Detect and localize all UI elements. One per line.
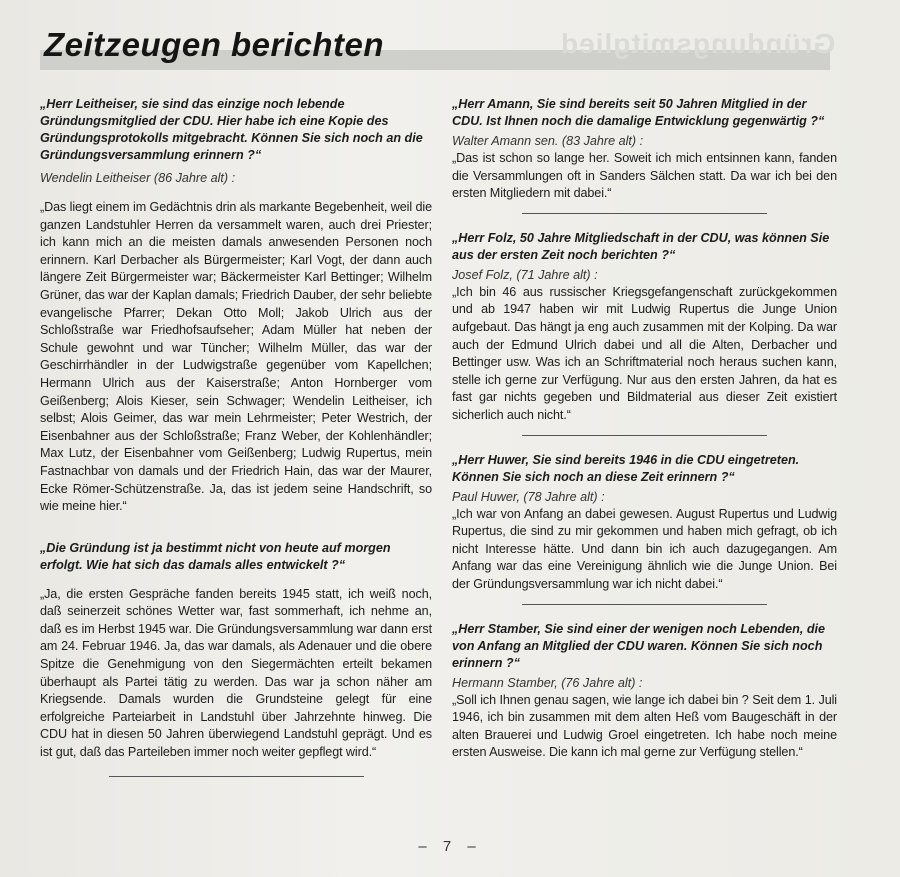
question-2: „Die Gründung ist ja bestimmt nicht von heute auf morgen erfolgt. Wie hat sich das damals alles entwickelt ?“	[40, 540, 391, 572]
question: „Herr Amann, Sie sind bereits seit 50 Jahren Mitglied in der CDU. Ist Ihnen noch die damalige Entwicklung gegenwärtig ?“	[452, 97, 825, 128]
divider	[522, 435, 767, 436]
interview-block	[452, 621, 837, 762]
right-column	[452, 96, 837, 772]
answer: „Das ist schon so lange her. Soweit ich mich entsinnen kann, fanden die Versammlungen oft in Sanders Sälchen statt. Da war ich bei den ersten Mitgliedern mit dabei.“	[452, 151, 837, 201]
answer-1: „Das liegt einem im Gedächtnis drin als markante Begebenheit, weil die ganzen Landstuhler Herren da versammelt waren, auch drei Priester; ich kann mich an die meisten damals anwesenden Personen noch erinnern. Karl Derbacher als Bürgermeister; Karl Vogt, der dann auch längere Zeit Bürgermeister war; Bäckermeister Karl Bettinger; Wilhelm Grüner, das war der Kaplan damals; Friedrich Dauber, der sehr beliebte evangelische Pfarrer; Dekan Otto Moll; Jakob Ulrich aus der Schloßstraße war Friedhofsaufseher; Adam Müller hat neben der Schule gewohnt und war Tüncher; Wilhelm Müller, das war der Geschirrhändler in der Ludwigstraße gegenüber vom Kapellchen; Hermann Ulrich aus der Kaiserstraße; Anton Hornberger vom Geißenberg; Alois Kieser, sein Schwager; Wendelin Leitheiser, ich selbst; Alois Geimer, das war mein Lehrmeister; Peter Westrich, der Eisenbahner aus der Schloßstraße; Franz Weber, der Kohlenhändler; Max Lutz, der Eisenbahner vom Geißenberg; Ludwig Rupertus, mein Fastnachbar von damals und der Friedrich Hain, das war der Maurer, Ecke Römer-Schützenstraße. Ja, das ist jedem seine Handschrift, so wie meine hier.“	[40, 200, 433, 514]
interview-block	[452, 452, 837, 605]
page-number: – 7 –	[418, 838, 482, 855]
interview-block	[452, 96, 837, 214]
question-1: „Herr Leitheiser, sie sind das einzige noch lebende Gründungsmitglied der CDU. Hier habe ich eine Kopie des Gründungsprotokolls mitgebracht. Können Sie sich noch an die Gründungsversammlung erinnern ?“	[40, 97, 423, 162]
speaker: Hermann Stamber, (76 Jahre alt) :	[452, 675, 643, 690]
divider	[109, 776, 364, 777]
divider	[522, 213, 767, 214]
answer: „Ich war von Anfang an dabei gewesen. August Rupertus und Ludwig Rupertus, die sind zu mir gekommen und haben mich gefragt, ob ich nicht Interesse hätte. Und dann bin ich auch dazugegangen. Am Anfang war das eine Vereinigung ähnlich wie die Junge Union. Bei der Gründungsversammlung war ich nicht dabei.“	[452, 506, 837, 591]
speaker: Josef Folz, (71 Jahre alt) :	[452, 267, 598, 282]
answer: „Soll ich Ihnen genau sagen, wie lange ich dabei bin ? Seit dem 1. Juli 1946, ich bin zusammen mit dem alten Heß vom Baugeschäft in der alten Brauerei und Ludwig Groel eingetreten. Ich habe noch meine ersten Ausweise. Die kann ich mal gerne zur Verfügung stellen.“	[452, 692, 837, 760]
question: „Herr Folz, 50 Jahre Mitgliedschaft in der CDU, was können Sie aus der ersten Zeit noch berichten ?“	[452, 230, 830, 262]
divider	[522, 604, 767, 605]
speaker: Paul Huwer, (78 Jahre alt) :	[452, 489, 605, 504]
left-column	[40, 96, 432, 777]
answer-2: „Ja, die ersten Gespräche fanden bereits 1945 statt, ich weiß noch, daß seinerzeit schönes Wetter war, fast sommerhaft, ich nehme an, daß es im Herbst 1945 war. Die Gründungsversammlung war dann erst am 24. Februar 1946. Ja, das war damals, als Adenauer und die obere Spitze die Genehmigung von den Siegermächten erteilt bekamen überhaupt als Partei tätig zu werden. Das war ja schon näher am Kriegsende. Damals wurden die Grundsteine gelegt für eine erfolgreiche Parteiarbeit in Landstuhl über Jahrzehnte hinweg. Die CDU hat in diesen 50 Jahren überwiegend Landstuhl geprägt. Und es ist gut, daß das Parteileben immer noch weiter gepflegt wird.“	[40, 586, 432, 760]
ghost-text: Gründungsmitglied	[560, 28, 836, 59]
page-title: Zeitzeugen berichten	[44, 26, 385, 63]
speaker-1: Wendelin Leitheiser (86 Jahre alt) :	[40, 171, 236, 185]
answer: „Ich bin 46 aus russischer Kriegsgefangenschaft zurückgekommen und ab 1947 haben wir mit Ludwig Rupertus die Junge Union aufgebaut. Das hängt ja eng auch zusammen mit der Kolping. Da war auch der Edmund Ulrich dabei und all die Alten, Derbacher und Bettinger usw. Was ich an Schriftmaterial noch heraus suchen kann, stelle ich gerne zur Verfügung. Nur aus den ersten Jahren, da hat es fast gar nichts gegeben und Bildmaterial aus dieser Zeit existiert sicherlich auch nicht.“	[452, 284, 837, 422]
speaker: Walter Amann sen. (83 Jahre alt) :	[452, 134, 644, 148]
question: „Herr Huwer, Sie sind bereits 1946 in die CDU eingetreten. Können Sie sich noch an diese Zeit erinnern ?“	[452, 452, 800, 484]
interview-block	[452, 230, 837, 436]
question: „Herr Stamber, Sie sind einer der wenigen noch Lebenden, die von Anfang an Mitglied der CDU waren. Können Sie sich noch erinnern ?“	[452, 621, 826, 670]
